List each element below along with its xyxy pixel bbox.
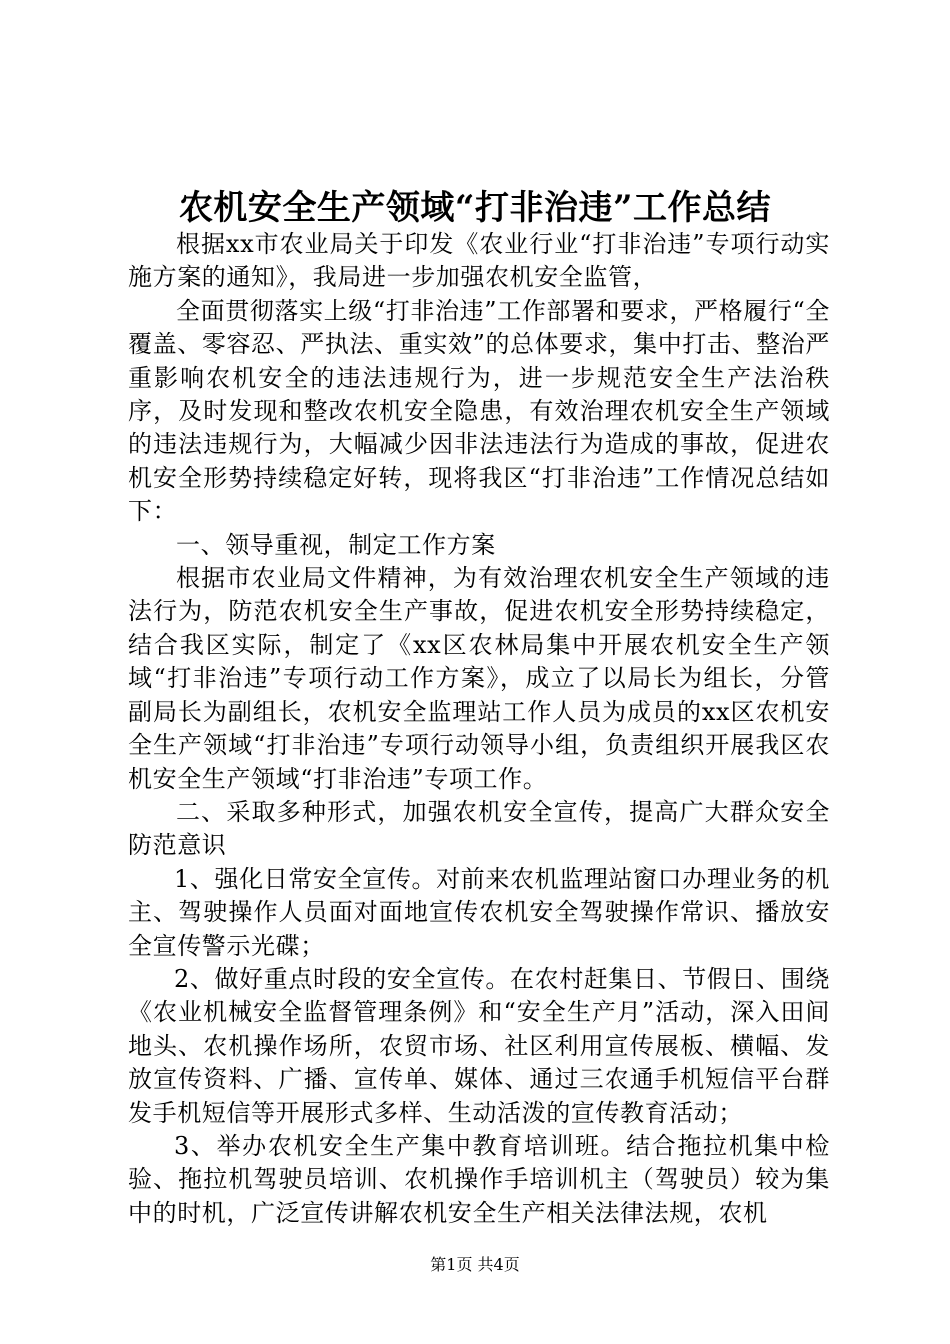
section-heading-1: 一、领导重视，制定工作方案: [176, 530, 496, 559]
document-title: 农机安全生产领域“打非治违”工作总结: [178, 188, 772, 228]
paragraph-section-1: 根据市农业局文件精神，为有效治理农机安全生产领域的违法行为，防范农机安全生产事故，促进农机安全形势持续稳定，结合我区实际，制定了《xx区农林局集中开展农机安全生产领域“打非治违”专项行动工作方案》，成立了以局长为组长，分管副局长为副组长，农机安全监理站工作人员为成员的xx区农机安全生产领域“打非治违”专项行动领导小组，负责组织开展我区农机安全生产领域“打非治违”专项工作。: [128, 564, 830, 793]
paragraph-item-3: 3、举办农机安全生产集中教育培训班。结合拖拉机集中检验、拖拉机驾驶员培训、农机操作手培训机主（驾驶员）较为集中的时机，广泛宣传讲解农机安全生产相关法律法规，农机: [128, 1131, 830, 1227]
paragraph-intro: 根据xx市农业局关于印发《农业行业“打非治违”专项行动实施方案的通知》，我局进一步加强农机安全监管，: [128, 230, 830, 292]
document-body: [128, 228, 830, 1230]
page-number-footer: 第1页 共4页: [430, 1255, 520, 1274]
paragraph-item-1: 1、强化日常安全宣传。对前来农机监理站窗口办理业务的机主、驾驶操作人员面对面地宣传农机安全驾驶操作常识、播放安全宣传警示光碟；: [128, 864, 830, 960]
section-heading-2: 二、采取多种形式，加强农机安全宣传，提高广大群众安全防范意识: [128, 797, 830, 860]
paragraph-overview: 全面贯彻落实上级“打非治违”工作部署和要求，严格履行“全覆盖、零容忍、严执法、重实效”的总体要求，集中打击、整治严重影响农机安全的违法违规行为，进一步规范安全生产法治秩序，及时发现和整改农机安全隐患，有效治理农机安全生产领域的违法违规行为，大幅减少因非法违法行为造成的事故，促进农机安全形势持续稳定好转，现将我区“打非治违”工作情况总结如下：: [128, 296, 830, 526]
paragraph-item-2: 2、做好重点时段的安全宣传。在农村赶集日、节假日、围绕《农业机械安全监督管理条例》和“安全生产月”活动，深入田间地头、农机操作场所，农贸市场、社区利用宣传展板、横幅、发放宣传资料、广播、宣传单、媒体、通过三农通手机短信平台群发手机短信等开展形式多样、生动活泼的宣传教育活动；: [128, 964, 830, 1127]
